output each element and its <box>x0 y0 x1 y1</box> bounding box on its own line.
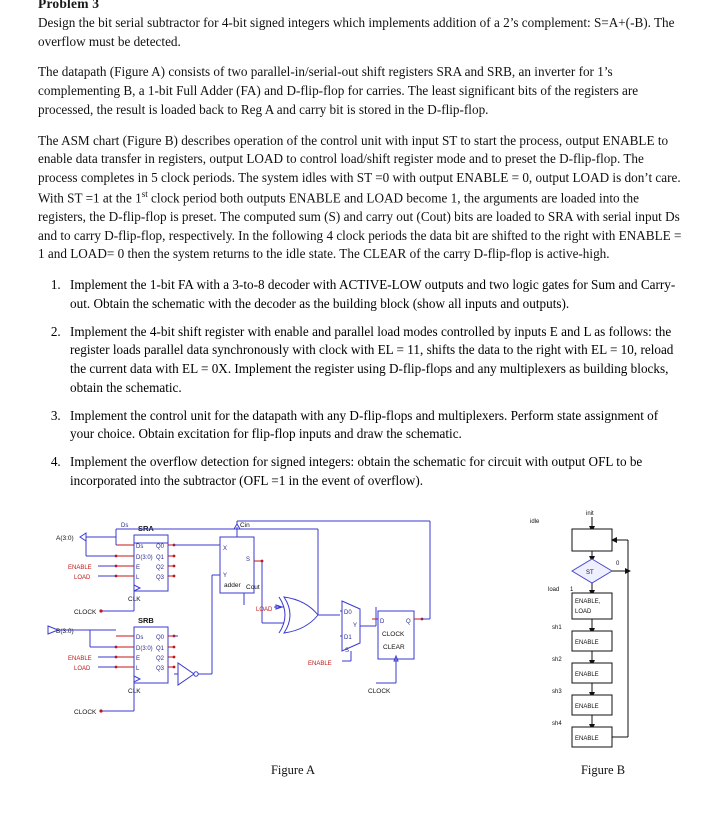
svg-text:Q2: Q2 <box>156 564 165 571</box>
output-enable-sh2: ENABLE <box>575 671 599 678</box>
output-enable-sh4: ENABLE <box>575 735 599 742</box>
label-state-idle: idle <box>530 518 540 525</box>
paragraph-datapath: The datapath (Figure A) consists of two parallel-in/serial-out shift registers SRA and SRB, an inverter for 1’s complementing B, a 1-bit Full Adder (FA) and D-flip-flop for carries. The least significant bits of the registers are processed, the result is loaded back to Reg A and carry bit is stored in the D-flip-flop. <box>38 64 639 117</box>
label-a-bus: A(3:0) <box>56 534 74 542</box>
label-load-bottom: LOAD <box>74 665 91 672</box>
task-item: 4. Implement the overflow detection for signed integers: obtain the schematic for circuit with output OFL to be incorporated into the subtractor (OFL =1 in the event of overflow). <box>64 453 684 490</box>
svg-text:Q0: Q0 <box>156 634 165 641</box>
output-enable-sh1: ENABLE <box>575 639 599 646</box>
svg-text:D1: D1 <box>344 634 352 641</box>
svg-text:Q3: Q3 <box>156 574 165 581</box>
paragraph-asm-chart: The ASM chart (Figure B) describes operation of the control unit with input ST to start the process, output ENABLE to enable data transfer in registers, output LOAD to control load/shift register mode and to preset the D-flip-flop. The process completes in 5 clock periods. The system idles with ST =0 with output ENABLE = 0, output LOAD is don’t care. With ST =1 at the 1st clock period both outputs ENABLE and LOAD become 1, the arguments are loaded into the registers, the D-flip-flop is preset. The computed sum (S) and carry out (Cout) bits are loaded to SRA with serial input Ds and to carry D-flip-flop, respectively. In the following 4 clock periods the data bit are shifted to the right with ENABLE = 1 and LOAD= 0 then the system returns to the idle state. The CLEAR of the carry D-flip-flop is active-high. <box>38 132 682 262</box>
paragraph-problem-statement: Design the bit serial subtractor for 4-bit signed integers which implements addition of a 2’s complement: S=A+(-B). The overflow must be detected. <box>38 15 675 49</box>
label-branch-0: 0 <box>616 560 620 567</box>
figure-b-caption: Figure B <box>580 762 626 777</box>
label-enable-bottom: ENABLE <box>68 655 92 662</box>
svg-text:D(3:0): D(3:0) <box>136 554 153 561</box>
mux-block <box>342 601 360 651</box>
svg-text:Q0: Q0 <box>156 543 165 550</box>
task-item: 1. Implement the 1-bit FA with a 3-to-8 decoder with ACTIVE-LOW outputs and two logic gates for Sum and Carry-out. Obtain the schematic with the decoder as the building block (show all inputs and outputs). <box>64 276 684 313</box>
label-state-sh2: sh2 <box>552 656 562 663</box>
label-state-load: load <box>548 586 560 593</box>
svg-text:Y: Y <box>223 572 228 579</box>
label-clk-top: CLK <box>128 595 141 603</box>
figures-area <box>38 507 684 777</box>
label-load-top: LOAD <box>74 574 91 581</box>
label-srb: SRB <box>138 615 154 625</box>
svg-text:E: E <box>136 655 141 662</box>
label-clock-mux: CLOCK <box>368 687 391 695</box>
state-box-idle <box>572 529 612 551</box>
svg-text:E: E <box>136 564 141 571</box>
label-state-sh1: sh1 <box>552 624 562 631</box>
svg-text:S: S <box>345 647 350 654</box>
svg-text:Ds: Ds <box>136 543 144 550</box>
label-clk-bottom: CLK <box>128 687 141 695</box>
label-adder: adder <box>224 581 241 589</box>
svg-text:Q3: Q3 <box>156 665 165 672</box>
xor-gate <box>284 597 318 633</box>
task-item: 3. Implement the control unit for the datapath with any D-flip-flops and multiplexers. Perform state assignment of your choice. Obtain excitation for flip-flop inputs and draw the schematic. <box>64 407 684 444</box>
figure-a-caption: Figure A <box>270 762 316 777</box>
label-clock-bottom: CLOCK <box>74 708 97 716</box>
figure-b-asm-chart <box>508 507 683 757</box>
label-init: init <box>586 510 594 517</box>
svg-text:D(3:0): D(3:0) <box>136 645 153 652</box>
label-cin: Cin <box>240 521 250 529</box>
label-sra: SRA <box>138 523 154 533</box>
output-enable-sh3: ENABLE <box>575 703 599 710</box>
output-enable-load: ENABLE, <box>575 598 601 605</box>
page-title: Problem 3 <box>38 0 100 11</box>
label-clock-top: CLOCK <box>74 608 97 616</box>
label-enable-top: ENABLE <box>68 564 92 571</box>
label-cout: Cout <box>246 583 260 591</box>
task-list <box>38 276 684 490</box>
svg-text:Q2: Q2 <box>156 655 165 662</box>
svg-text:Q: Q <box>406 618 411 625</box>
output-load: LOAD <box>575 608 592 615</box>
svg-text:Ds: Ds <box>136 634 144 641</box>
svg-text:S: S <box>246 556 251 563</box>
label-clear: CLEAR <box>383 643 405 651</box>
svg-text:Y: Y <box>353 622 358 629</box>
svg-text:Q1: Q1 <box>156 645 165 652</box>
svg-text:L: L <box>136 574 140 581</box>
label-b-bus: B(3:0) <box>56 627 74 635</box>
label-state-sh4: sh4 <box>552 720 562 727</box>
label-clock-dff: CLOCK <box>382 630 405 638</box>
label-branch-1: 1 <box>570 586 574 593</box>
label-st: ST <box>586 569 594 576</box>
svg-text:X: X <box>223 545 228 552</box>
label-load-mux: LOAD <box>256 606 273 613</box>
figure-a-schematic <box>46 515 446 755</box>
svg-text:D0: D0 <box>344 609 352 616</box>
svg-text:L: L <box>136 665 140 672</box>
label-ds: Ds <box>121 522 129 529</box>
inverter-gate <box>178 663 194 685</box>
state-box-load <box>572 593 612 619</box>
task-item: 2. Implement the 4-bit shift register with enable and parallel load modes controlled by inputs E and L as follows: the register loads parallel data synchronously with clock with EL = 11, shifts the data to the right with EL = 10, reload the current data with EL = 0X. Implement the register using D-flip-flops and any multiplexers as building blocks, obtain the schematic. <box>64 323 684 398</box>
svg-text:Q1: Q1 <box>156 554 165 561</box>
label-enable-dff: ENABLE <box>308 660 332 667</box>
label-state-sh3: sh3 <box>552 688 562 695</box>
svg-text:D: D <box>380 618 385 625</box>
